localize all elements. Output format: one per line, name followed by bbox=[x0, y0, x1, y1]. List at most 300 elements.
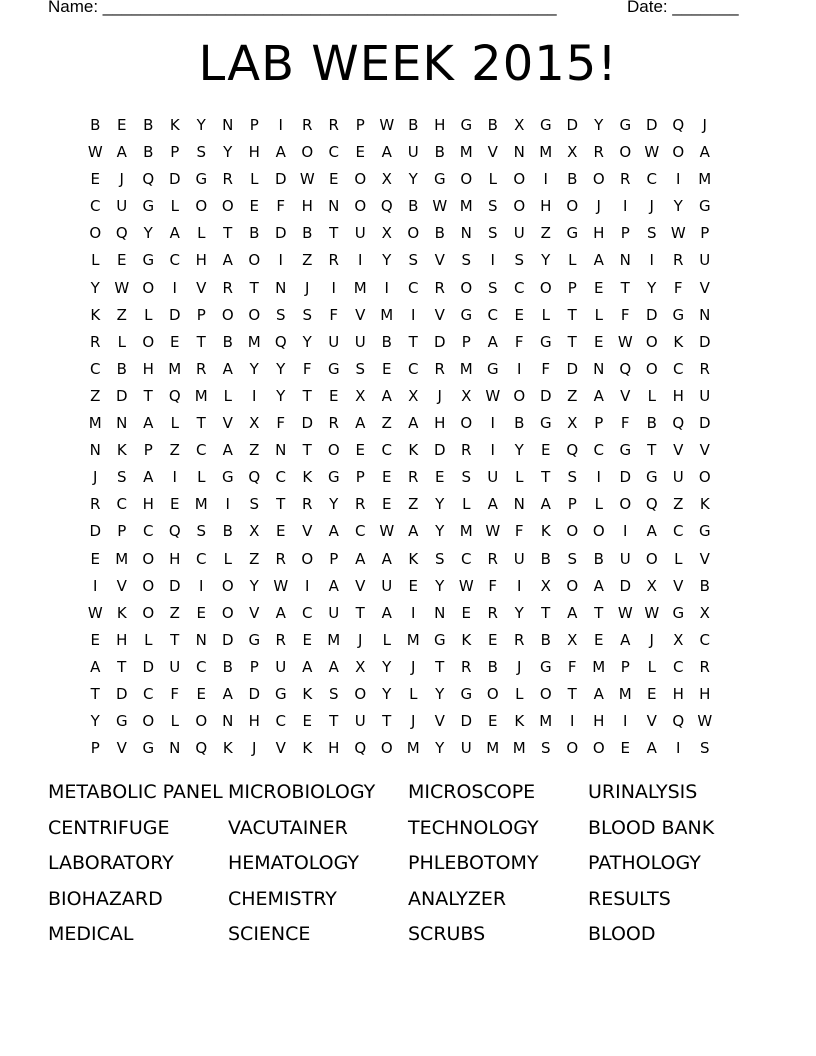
grid-letter: R bbox=[673, 251, 684, 270]
grid-letter: O bbox=[645, 332, 658, 351]
grid-letter: U bbox=[672, 468, 684, 487]
grid-letter: C bbox=[302, 603, 313, 622]
grid-letter: J bbox=[649, 630, 654, 649]
grid-letter: R bbox=[328, 116, 339, 134]
grid-letter: L bbox=[223, 386, 232, 405]
grid-letter: S bbox=[487, 224, 498, 243]
grid-letter: L bbox=[91, 251, 100, 270]
grid-letter: X bbox=[355, 657, 366, 676]
grid-letter: O bbox=[592, 739, 605, 758]
date-line: Date: _______ bbox=[627, 0, 739, 16]
word-list-item: BLOOD BANK bbox=[588, 816, 715, 839]
word-list-item: ANALYZER bbox=[408, 887, 507, 910]
grid-letter: S bbox=[540, 739, 551, 758]
grid-letter: V bbox=[673, 441, 684, 460]
grid-letter: S bbox=[196, 143, 207, 162]
grid-letter: U bbox=[275, 657, 287, 676]
grid-letter: H bbox=[434, 414, 446, 433]
grid-letter: N bbox=[513, 495, 525, 514]
grid-letter: R bbox=[593, 143, 604, 162]
grid-letter: A bbox=[567, 603, 578, 622]
grid-letter: G bbox=[327, 359, 340, 378]
grid-letter: L bbox=[170, 414, 179, 433]
grid-letter: H bbox=[195, 251, 207, 270]
grid-letter: D bbox=[248, 684, 261, 703]
grid-letter: P bbox=[567, 278, 577, 297]
grid-letter: L bbox=[197, 468, 206, 487]
grid-row bbox=[82, 546, 744, 573]
grid-letter: S bbox=[302, 305, 313, 324]
grid-letter: E bbox=[408, 576, 418, 595]
grid-letter: M bbox=[592, 657, 606, 676]
grid-letter: K bbox=[514, 712, 525, 731]
grid-letter: A bbox=[408, 522, 419, 541]
grid-letter: M bbox=[380, 305, 394, 324]
grid-letter: L bbox=[515, 684, 524, 703]
grid-letter: E bbox=[329, 386, 339, 405]
grid-letter: U bbox=[169, 657, 181, 676]
grid-row bbox=[82, 302, 744, 329]
grid-letter: W bbox=[379, 522, 395, 541]
grid-letter: D bbox=[433, 441, 446, 460]
grid-letter: U bbox=[381, 576, 393, 595]
grid-letter: V bbox=[487, 143, 498, 162]
grid-letter: C bbox=[90, 359, 101, 378]
grid-letter: C bbox=[116, 495, 127, 514]
grid-letter: W bbox=[299, 170, 315, 189]
grid-letter: J bbox=[437, 386, 442, 405]
grid-letter: T bbox=[329, 712, 339, 731]
grid-letter: Q bbox=[619, 359, 632, 378]
grid-letter: N bbox=[513, 143, 525, 162]
grid-letter: I bbox=[596, 468, 601, 487]
grid-row bbox=[82, 275, 744, 302]
grid-letter: W bbox=[485, 386, 501, 405]
grid-letter: Y bbox=[435, 495, 445, 514]
grid-letter: I bbox=[411, 603, 416, 622]
grid-letter: F bbox=[673, 278, 683, 297]
grid-letter: O bbox=[645, 359, 658, 378]
grid-letter: R bbox=[355, 495, 366, 514]
grid-letter: A bbox=[593, 251, 604, 270]
grid-letter: O bbox=[142, 332, 155, 351]
grid-letter: Z bbox=[408, 495, 419, 514]
grid-letter: L bbox=[488, 170, 497, 189]
grid-letter: T bbox=[249, 278, 259, 297]
grid-letter: T bbox=[435, 657, 445, 676]
grid-letter: G bbox=[433, 170, 446, 189]
grid-letter: S bbox=[567, 468, 578, 487]
grid-letter: D bbox=[115, 684, 128, 703]
grid-letter: L bbox=[117, 332, 126, 351]
grid-letter: C bbox=[196, 549, 207, 568]
grid-letter: D bbox=[89, 522, 102, 541]
grid-letter: M bbox=[459, 359, 473, 378]
grid-letter: E bbox=[355, 143, 365, 162]
grid-letter: A bbox=[699, 143, 710, 162]
grid-letter: U bbox=[513, 549, 525, 568]
grid-letter: G bbox=[142, 739, 155, 758]
grid-letter: K bbox=[302, 468, 313, 487]
grid-letter: O bbox=[619, 143, 632, 162]
grid-letter: P bbox=[143, 441, 153, 460]
grid-letter: D bbox=[460, 712, 473, 731]
grid-letter: E bbox=[302, 630, 312, 649]
grid-row bbox=[82, 220, 744, 247]
grid-letter: I bbox=[278, 116, 283, 134]
grid-letter: E bbox=[620, 739, 630, 758]
grid-letter: A bbox=[381, 143, 392, 162]
grid-letter: D bbox=[698, 414, 711, 433]
grid-letter: O bbox=[248, 305, 261, 324]
grid-letter: M bbox=[88, 414, 102, 433]
grid-letter: F bbox=[514, 522, 524, 541]
grid-letter: Z bbox=[540, 224, 551, 243]
grid-letter: T bbox=[223, 224, 233, 243]
grid-letter: A bbox=[143, 468, 154, 487]
grid-letter: D bbox=[433, 332, 446, 351]
grid-letter: E bbox=[196, 603, 206, 622]
grid-letter: B bbox=[249, 224, 260, 243]
grid-letter: C bbox=[143, 522, 154, 541]
grid-letter: Q bbox=[168, 386, 181, 405]
grid-letter: B bbox=[222, 657, 233, 676]
grid-letter: Y bbox=[541, 251, 551, 270]
grid-letter: X bbox=[381, 170, 392, 189]
grid-letter: G bbox=[142, 197, 155, 216]
grid-letter: O bbox=[354, 684, 367, 703]
grid-letter: Y bbox=[382, 657, 392, 676]
grid-letter: Q bbox=[168, 522, 181, 541]
grid-letter: A bbox=[355, 414, 366, 433]
grid-letter: C bbox=[514, 278, 525, 297]
grid-letter: D bbox=[566, 116, 579, 134]
grid-letter: H bbox=[328, 739, 340, 758]
grid-letter: T bbox=[567, 305, 577, 324]
grid-letter: X bbox=[567, 414, 578, 433]
grid-letter: Y bbox=[276, 386, 286, 405]
grid-letter: A bbox=[116, 143, 127, 162]
grid-letter: A bbox=[222, 359, 233, 378]
grid-letter: Y bbox=[143, 224, 153, 243]
grid-letter: T bbox=[329, 224, 339, 243]
grid-letter: P bbox=[594, 414, 604, 433]
grid-letter: B bbox=[408, 197, 419, 216]
grid-letter: D bbox=[301, 414, 314, 433]
word-list-item: PATHOLOGY bbox=[588, 852, 701, 874]
grid-letter: E bbox=[276, 522, 286, 541]
grid-letter: Q bbox=[380, 197, 393, 216]
grid-letter: W bbox=[670, 224, 686, 243]
grid-letter: Y bbox=[514, 603, 524, 622]
header bbox=[48, 0, 748, 17]
grid-letter: I bbox=[93, 576, 98, 595]
grid-letter: P bbox=[620, 657, 630, 676]
grid-letter: Q bbox=[354, 739, 367, 758]
grid-letter: T bbox=[196, 332, 206, 351]
grid-letter: P bbox=[461, 332, 471, 351]
grid-letter: T bbox=[170, 630, 180, 649]
grid-letter: T bbox=[196, 414, 206, 433]
grid-letter: S bbox=[646, 224, 657, 243]
grid-letter: C bbox=[487, 305, 498, 324]
grid-letter: L bbox=[647, 657, 656, 676]
grid-letter: O bbox=[248, 251, 261, 270]
grid-letter: O bbox=[142, 576, 155, 595]
grid-letter: B bbox=[302, 224, 313, 243]
grid-letter: L bbox=[515, 468, 524, 487]
word-list-item: VACUTAINER bbox=[228, 816, 348, 839]
grid-letter: K bbox=[408, 441, 419, 460]
grid-letter: S bbox=[487, 197, 498, 216]
grid-letter: L bbox=[674, 549, 683, 568]
page-title: LAB WEEK 2015! bbox=[198, 36, 618, 92]
grid-row bbox=[82, 708, 744, 735]
grid-letter: O bbox=[407, 224, 420, 243]
grid-letter: J bbox=[119, 170, 124, 189]
grid-letter: Y bbox=[249, 576, 259, 595]
grid-letter: G bbox=[142, 251, 155, 270]
grid-letter: O bbox=[513, 197, 526, 216]
grid-letter: I bbox=[490, 414, 495, 433]
grid-letter: L bbox=[647, 386, 656, 405]
grid-letter: G bbox=[698, 197, 711, 216]
word-list-item: BIOHAZARD bbox=[48, 887, 163, 910]
grid-letter: D bbox=[645, 305, 658, 324]
grid-letter: Z bbox=[90, 386, 101, 405]
word-list-item: MICROBIOLOGY bbox=[228, 781, 376, 803]
grid-letter: O bbox=[142, 549, 155, 568]
grid-letter: A bbox=[222, 441, 233, 460]
grid-letter: A bbox=[328, 576, 339, 595]
grid-letter: W bbox=[644, 143, 660, 162]
word-list-item: HEMATOLOGY bbox=[228, 852, 360, 874]
grid-letter: H bbox=[248, 712, 260, 731]
grid-letter: C bbox=[196, 441, 207, 460]
grid-letter: V bbox=[620, 386, 631, 405]
grid-letter: K bbox=[461, 630, 472, 649]
grid-letter: S bbox=[408, 251, 419, 270]
grid-letter: B bbox=[699, 576, 710, 595]
grid-letter: I bbox=[384, 278, 389, 297]
grid-letter: L bbox=[144, 630, 153, 649]
grid-letter: I bbox=[331, 278, 336, 297]
grid-letter: R bbox=[434, 359, 445, 378]
grid-letter: H bbox=[593, 712, 605, 731]
grid-letter: O bbox=[513, 386, 526, 405]
grid-letter: Z bbox=[302, 251, 313, 270]
grid-letter: A bbox=[328, 522, 339, 541]
grid-letter: Y bbox=[382, 251, 392, 270]
grid-letter: Y bbox=[382, 684, 392, 703]
name-line: Name: ________________________________________________ bbox=[48, 0, 557, 16]
word-list-item: SCIENCE bbox=[228, 923, 311, 945]
grid-letter: Y bbox=[594, 116, 604, 134]
grid-letter: G bbox=[566, 224, 579, 243]
grid-letter: O bbox=[566, 576, 579, 595]
grid-letter: O bbox=[195, 712, 208, 731]
grid-row bbox=[82, 410, 744, 437]
grid-letter: E bbox=[196, 684, 206, 703]
grid-letter: V bbox=[302, 522, 313, 541]
grid-letter: F bbox=[276, 414, 286, 433]
grid-row bbox=[82, 437, 744, 464]
grid-letter: E bbox=[355, 441, 365, 460]
grid-letter: M bbox=[539, 712, 553, 731]
grid-letter: V bbox=[434, 305, 445, 324]
grid-letter: A bbox=[593, 386, 604, 405]
grid-letter: C bbox=[408, 359, 419, 378]
grid-letter: U bbox=[116, 197, 128, 216]
word-list-item: RESULTS bbox=[588, 887, 671, 910]
grid-letter: J bbox=[517, 657, 522, 676]
grid-letter: O bbox=[301, 143, 314, 162]
grid-letter: H bbox=[169, 549, 181, 568]
grid-letter: I bbox=[411, 305, 416, 324]
grid-letter: E bbox=[117, 251, 127, 270]
grid-letter: G bbox=[539, 332, 552, 351]
grid-letter: H bbox=[116, 630, 128, 649]
grid-letter: X bbox=[699, 603, 710, 622]
grid-letter: I bbox=[358, 251, 363, 270]
grid-letter: X bbox=[567, 143, 578, 162]
grid-letter: R bbox=[408, 468, 419, 487]
word-list bbox=[48, 775, 768, 953]
grid-letter: V bbox=[222, 414, 233, 433]
grid-letter: A bbox=[487, 332, 498, 351]
grid-letter: I bbox=[172, 468, 177, 487]
grid-letter: Z bbox=[567, 386, 578, 405]
grid-letter: C bbox=[408, 278, 419, 297]
grid-letter: O bbox=[619, 495, 632, 514]
grid-letter: M bbox=[406, 739, 420, 758]
grid-letter: R bbox=[328, 251, 339, 270]
grid-letter: B bbox=[434, 143, 445, 162]
grid-letter: B bbox=[222, 522, 233, 541]
grid-row bbox=[82, 139, 744, 166]
grid-letter: C bbox=[593, 441, 604, 460]
grid-letter: C bbox=[275, 712, 286, 731]
grid-row bbox=[82, 464, 744, 491]
grid-letter: E bbox=[435, 468, 445, 487]
grid-letter: X bbox=[249, 522, 260, 541]
grid-letter: T bbox=[541, 468, 551, 487]
grid-letter: G bbox=[327, 468, 340, 487]
grid-letter: X bbox=[540, 576, 551, 595]
grid-letter: S bbox=[487, 278, 498, 297]
grid-letter: O bbox=[539, 278, 552, 297]
grid-letter: J bbox=[649, 197, 654, 216]
grid-letter: O bbox=[698, 468, 711, 487]
grid-letter: P bbox=[355, 468, 365, 487]
grid-letter: Q bbox=[274, 332, 287, 351]
grid-letter: C bbox=[699, 630, 710, 649]
grid-letter: P bbox=[117, 522, 127, 541]
grid-letter: O bbox=[513, 170, 526, 189]
grid-letter: T bbox=[541, 603, 551, 622]
grid-letter: O bbox=[327, 441, 340, 460]
grid-letter: G bbox=[460, 684, 473, 703]
grid-letter: E bbox=[249, 197, 259, 216]
grid-letter: O bbox=[195, 197, 208, 216]
grid-letter: W bbox=[617, 603, 633, 622]
grid-letter: Y bbox=[435, 684, 445, 703]
grid-letter: G bbox=[645, 468, 658, 487]
grid-letter: Q bbox=[142, 170, 155, 189]
grid-letter: N bbox=[619, 251, 631, 270]
grid-letter: I bbox=[517, 359, 522, 378]
grid-letter: U bbox=[407, 143, 419, 162]
grid-letter: H bbox=[434, 116, 446, 134]
grid-letter: L bbox=[568, 251, 577, 270]
grid-row bbox=[82, 735, 744, 762]
grid-letter: D bbox=[698, 332, 711, 351]
grid-letter: Z bbox=[169, 441, 180, 460]
grid-letter: N bbox=[89, 441, 101, 460]
grid-letter: S bbox=[196, 522, 207, 541]
grid-letter: R bbox=[222, 278, 233, 297]
grid-letter: N bbox=[169, 739, 181, 758]
grid-letter: H bbox=[301, 197, 313, 216]
grid-letter: E bbox=[170, 332, 180, 351]
grid-row bbox=[82, 247, 744, 274]
grid-letter: E bbox=[90, 630, 100, 649]
grid-letter: D bbox=[168, 170, 181, 189]
grid-letter: K bbox=[302, 739, 313, 758]
grid-letter: O bbox=[354, 170, 367, 189]
grid-letter: Q bbox=[566, 441, 579, 460]
grid-letter: A bbox=[593, 576, 604, 595]
grid-letter: M bbox=[406, 630, 420, 649]
grid-letter: D bbox=[274, 224, 287, 243]
grid-letter: T bbox=[620, 278, 630, 297]
grid-row bbox=[82, 193, 744, 220]
grid-letter: Y bbox=[90, 712, 100, 731]
grid-letter: A bbox=[593, 684, 604, 703]
grid-letter: P bbox=[567, 495, 577, 514]
grid-letter: P bbox=[355, 116, 365, 134]
grid-letter: E bbox=[594, 630, 604, 649]
grid-letter: M bbox=[459, 522, 473, 541]
grid-letter: U bbox=[460, 739, 472, 758]
grid-letter: R bbox=[461, 441, 472, 460]
grid-letter: F bbox=[514, 332, 524, 351]
grid-letter: R bbox=[90, 495, 101, 514]
grid-letter: K bbox=[169, 116, 180, 134]
grid-letter: W bbox=[458, 576, 474, 595]
grid-letter: O bbox=[566, 739, 579, 758]
grid-letter: A bbox=[143, 414, 154, 433]
grid-letter: P bbox=[249, 116, 259, 134]
grid-letter: Q bbox=[645, 495, 658, 514]
grid-letter: A bbox=[169, 224, 180, 243]
grid-letter: I bbox=[570, 712, 575, 731]
grid-letter: M bbox=[194, 495, 208, 514]
grid-letter: E bbox=[461, 603, 471, 622]
grid-letter: S bbox=[275, 305, 286, 324]
grid-letter: V bbox=[699, 549, 710, 568]
grid-letter: O bbox=[142, 278, 155, 297]
grid-letter: W bbox=[379, 116, 395, 134]
grid-letter: D bbox=[619, 468, 632, 487]
grid-letter: B bbox=[540, 630, 551, 649]
grid-row bbox=[82, 166, 744, 193]
grid-letter: B bbox=[116, 359, 127, 378]
grid-letter: W bbox=[114, 278, 130, 297]
grid-letter: E bbox=[514, 305, 524, 324]
grid-letter: C bbox=[143, 684, 154, 703]
grid-letter: Y bbox=[647, 278, 657, 297]
